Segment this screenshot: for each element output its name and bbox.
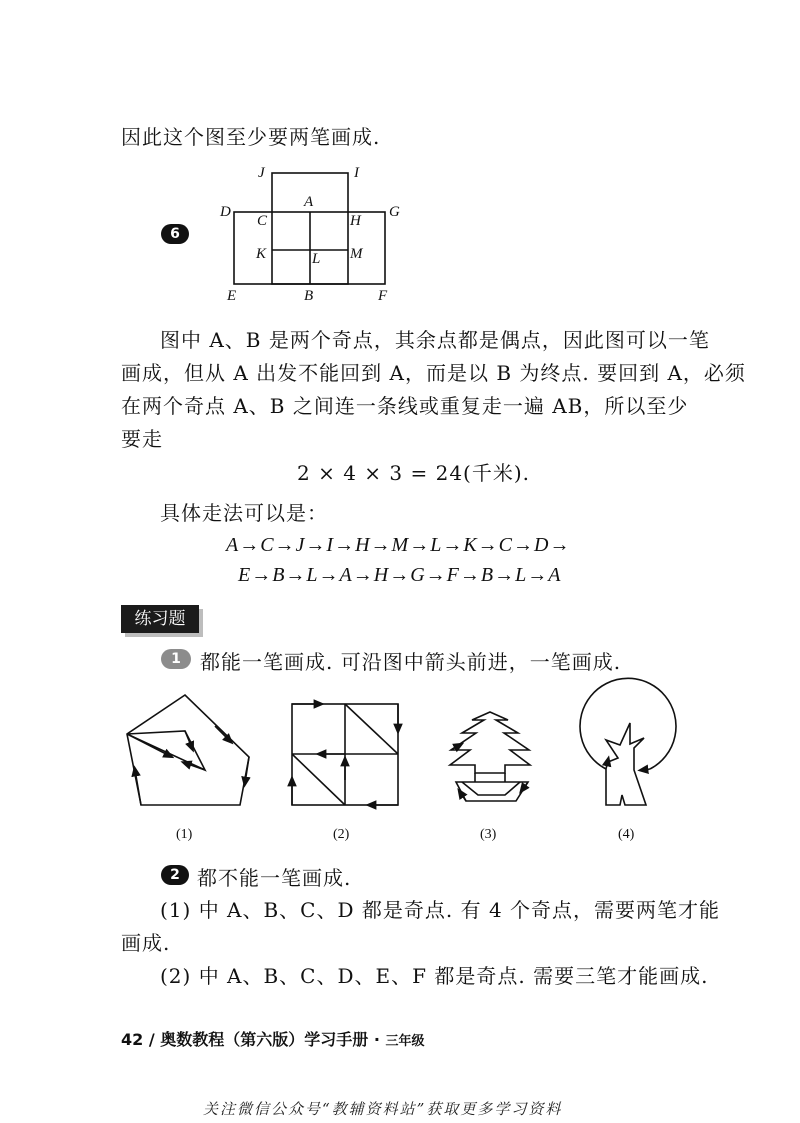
watermark: 关注微信公众号“教辅资料站”获取更多学习资料 bbox=[203, 1100, 563, 1118]
route-intro: 具体走法可以是： bbox=[160, 501, 328, 525]
label-F: F bbox=[378, 288, 388, 304]
caption-1: (1) bbox=[176, 827, 193, 842]
figure-2 bbox=[292, 704, 398, 805]
page-number: 42 bbox=[121, 1030, 144, 1049]
label-G: G bbox=[389, 204, 400, 220]
label-E: E bbox=[227, 288, 237, 304]
label-J: J bbox=[258, 165, 265, 181]
label-B: B bbox=[304, 288, 314, 304]
label-M: M bbox=[350, 246, 363, 262]
q1-number-badge: 1 bbox=[161, 649, 191, 669]
formula: 2 × 4 × 3 = 24(千米). bbox=[297, 461, 531, 485]
intro-text: 因此这个图至少要两笔画成. bbox=[121, 125, 381, 149]
q1-text: 都能一笔画成. 可沿图中箭头前进，一笔画成. bbox=[200, 650, 622, 674]
label-C: C bbox=[257, 213, 268, 229]
route-line-1: A→C→J→I→H→M→L→K→C→D→ bbox=[226, 534, 571, 556]
caption-3: (3) bbox=[480, 827, 497, 842]
explanation-line-4: 要走 bbox=[121, 427, 163, 451]
example-number-badge: 6 bbox=[161, 224, 189, 244]
explanation-line-3: 在两个奇点 A、B 之间连一条线或重复走一遍 AB，所以至少 bbox=[121, 394, 689, 418]
footer-bullet: · bbox=[373, 1030, 380, 1049]
label-K: K bbox=[256, 246, 267, 262]
label-A: A bbox=[304, 194, 314, 210]
footer bbox=[121, 1027, 425, 1050]
explanation-line-2: 画成，但从 A 出发不能回到 A，而是以 B 为终点. 要回到 A，必须 bbox=[121, 361, 746, 385]
route-line-2: E→B→L→A→H→G→F→B→L→A bbox=[238, 564, 562, 586]
label-I: I bbox=[354, 165, 359, 181]
explanation-line-1: 图中 A、B 是两个奇点，其余点都是偶点，因此图可以一笔 bbox=[160, 328, 710, 352]
q2-line-1: (1) 中 A、B、C、D 都是奇点. 有 4 个奇点，需要两笔才能 bbox=[160, 898, 721, 922]
figure-3 bbox=[450, 712, 530, 801]
figure-4 bbox=[580, 678, 676, 805]
caption-2: (2) bbox=[333, 827, 350, 842]
section-title-exercises: 练习题 bbox=[121, 605, 199, 633]
caption-4: (4) bbox=[618, 827, 635, 842]
book-title: / 奥数教程（第六版）学习手册 bbox=[148, 1030, 369, 1049]
q2-number-badge: 2 bbox=[161, 865, 189, 885]
label-H: H bbox=[350, 213, 361, 229]
figure-1 bbox=[127, 695, 249, 805]
label-D: D bbox=[220, 204, 231, 220]
q2-text: 都不能一笔画成. bbox=[197, 866, 352, 890]
q2-line-2: 画成. bbox=[121, 931, 171, 955]
grade: 三年级 bbox=[385, 1034, 425, 1049]
label-L: L bbox=[312, 251, 321, 267]
q2-line-3: (2) 中 A、B、C、D、E、F 都是奇点. 需要三笔才能画成. bbox=[160, 964, 709, 988]
